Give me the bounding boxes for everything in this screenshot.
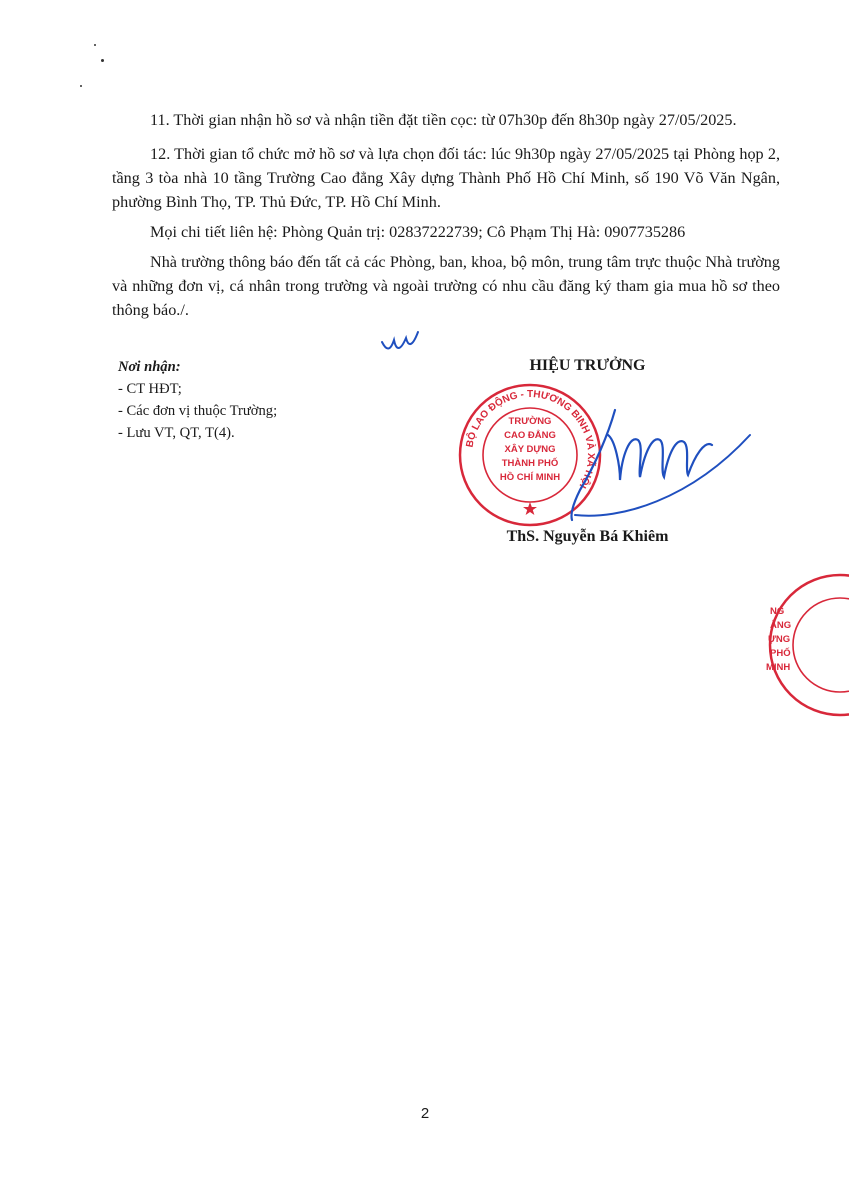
body-text: [112, 108, 780, 328]
scan-speck: [80, 85, 82, 87]
recipient-item: - Các đơn vị thuộc Trường;: [118, 403, 278, 419]
stamp-inner-line: TRƯỜNG: [508, 416, 552, 427]
scan-speck: [101, 59, 104, 62]
edge-stamp-partial: [760, 570, 849, 720]
initial-mark: [378, 328, 423, 358]
recipients-title: Nơi nhận:: [118, 359, 181, 375]
paragraph-announcement: Nhà trường thông báo đến tất cả các Phòng, ban, khoa, bộ môn, trung tâm trực thuộc Nhà trường và những đơn vị, cá nhân trong trường và ngoài trường có nhu cầu đăng ký tham gia mua hồ sơ theo thông báo./.: [112, 253, 780, 319]
edge-stamp-text: ỰNG: [768, 634, 791, 645]
stamp-inner-line: XÂY DỰNG: [504, 444, 556, 455]
edge-stamp-text: ẲNG: [770, 620, 792, 631]
recipients-block: [118, 356, 277, 444]
paragraph-item-11: 11. Thời gian nhận hồ sơ và nhận tiền đặt tiền cọc: từ 07h30p đến 8h30p ngày 27/05/2025.: [150, 111, 737, 129]
signature-scribble: [520, 395, 770, 535]
signer-name: ThS. Nguyễn Bá Khiêm: [506, 528, 669, 545]
paragraph-item-12: 12. Thời gian tổ chức mở hồ sơ và lựa chọn đối tác: lúc 9h30p ngày 27/05/2025 tại Phòng họp 2, tầng 3 tòa nhà 10 tầng Trường Cao đẳng Xây dựng Thành Phố Hồ Chí Minh, số 190 Võ Văn Ngân, phường Bình Thọ, TP. Thủ Đức, TP. Hồ Chí Minh.: [112, 145, 780, 211]
recipient-item: - CT HĐT;: [118, 381, 182, 397]
stamp-inner-line: HỒ CHÍ MINH: [499, 472, 561, 483]
edge-stamp-text: PHỐ: [770, 648, 791, 659]
page-number: 2: [420, 1105, 430, 1122]
signature-title: HIỆU TRƯỞNG: [529, 357, 646, 374]
edge-stamp-text: MINH: [766, 662, 791, 673]
paragraph-contact: Mọi chi tiết liên hệ: Phòng Quản trị: 02837222739; Cô Phạm Thị Hà: 0907735286: [150, 223, 686, 241]
stamp-outer-text: BỘ LAO ĐỘNG - THƯƠNG BINH VÀ XÃ HỘI: [464, 388, 597, 490]
stamp-inner-line: CAO ĐẲNG: [504, 430, 556, 441]
edge-stamp-text: NG: [770, 606, 785, 617]
scan-speck: [94, 44, 96, 46]
stamp-inner-line: THÀNH PHỐ: [501, 458, 559, 469]
recipient-item: - Lưu VT, QT, T(4).: [118, 425, 235, 441]
